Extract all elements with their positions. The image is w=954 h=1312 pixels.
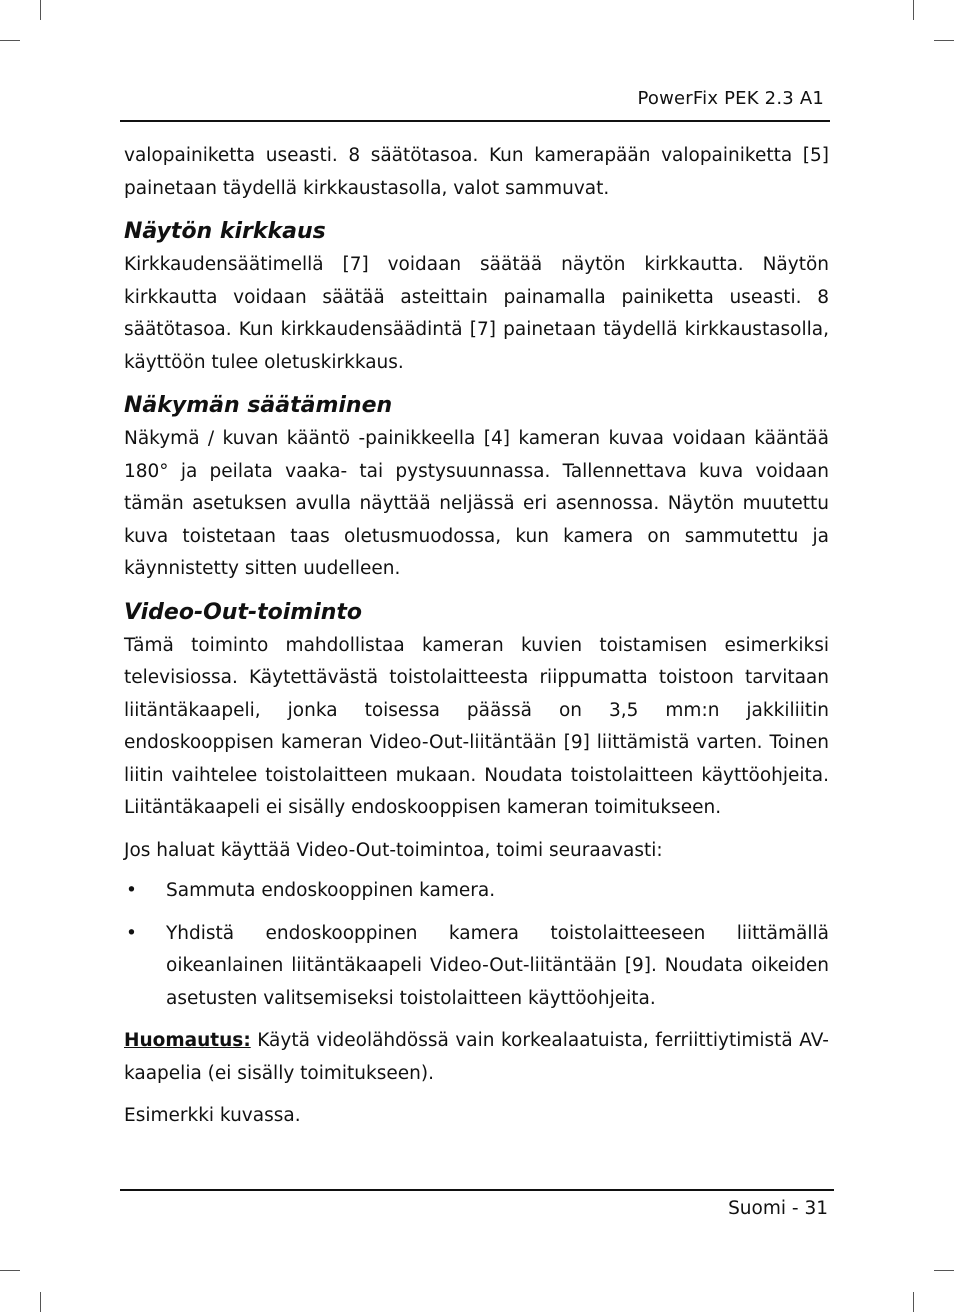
- bullet-icon: •: [126, 922, 137, 944]
- note-text: Käytä videolähdössä vain korkealaatuista, ferriittiytimistä AV-kaapelia (ei sisälly toimitukseen).: [124, 1030, 829, 1084]
- list-item-text: Sammuta endoskooppinen kamera.: [166, 880, 496, 901]
- header-product-name: PowerFix PEK 2.3 A1: [637, 88, 824, 109]
- instruction-list: [124, 875, 829, 1015]
- crop-mark-right-top: [934, 40, 954, 41]
- section-body-display-brightness: Kirkkaudensäätimellä [7] voidaan säätää näytön kirkkautta. Näytön kirkkautta voidaan säätää asteittain painamalla painiketta useasti. 8 säätötasoa. Kun kirkkaudensäädintä [7] painetaan täydellä kirkkaustasolla, käyttöön tulee oletuskirkkaus.: [124, 254, 829, 373]
- header-rule: [120, 120, 830, 122]
- crop-mark-left-bottom: [0, 1270, 20, 1271]
- footer-rule: [120, 1189, 834, 1191]
- instructions-intro: Jos haluat käyttää Video-Out-toimintoa, toimi seuraavasti:: [124, 839, 663, 861]
- section-title-view-adjustment: Näkymän säätäminen: [124, 393, 393, 418]
- section-body-view-adjustment: Näkymä / kuvan kääntö -painikkeella [4] kameran kuvaa voidaan kääntää 180° ja peilata vaaka- tai pystysuunnassa. Tallennettava kuva voidaan tämän asetuksen avulla näyttää neljässä eri asennossa. Näytön muutettu kuva toistetaan taas oletusmuodossa, kun kamera on sammutettu ja käynnistetty sitten uudelleen.: [124, 428, 829, 579]
- crop-mark-bottom-left: [40, 1292, 41, 1312]
- page-number: Suomi - 31: [728, 1198, 828, 1219]
- crop-mark-top-left: [40, 0, 41, 20]
- section-body-video-out: Tämä toiminto mahdollistaa kameran kuvien toistamisen esimerkiksi televisiossa. Käytettävästä toistolaitteesta riippumatta toistoon tarvitaan liitäntäkaapeli, jonka toisessa päässä on 3,5 mm:n jakkiliitin endoskooppisen kameran Video-Out-liitäntään [9] liittämistä varten. Toinen liitin vaihtelee toistolaitteen mukaan. Noudata toistolaitteen käyttöohjeita. Liitäntäkaapeli ei sisälly endoskooppisen kameran toimitukseen.: [124, 634, 829, 818]
- crop-mark-left-top: [0, 40, 20, 41]
- page-content: [124, 140, 829, 1133]
- intro-paragraph: valopainiketta useasti. 8 säätötasoa. Kun kamerapään valopainiketta [5] painetaan täydellä kirkkaustasolla, valot sammuvat.: [124, 145, 829, 199]
- crop-mark-bottom-right: [913, 1292, 914, 1312]
- list-item: [124, 875, 829, 908]
- section-title-video-out: Video-Out-toiminto: [124, 599, 363, 625]
- list-item: [124, 918, 829, 1016]
- crop-mark-right-bottom: [934, 1270, 954, 1271]
- note-label: Huomautus:: [124, 1030, 251, 1051]
- list-item-text: Yhdistä endoskooppinen kamera toistolaitteeseen liittämällä oikeanlainen liitäntäkaapeli Video-Out-liitäntään [9]. Noudata oikeiden asetusten valitsemiseksi toistolaitteen käyttöohjeita.: [166, 922, 829, 1009]
- bullet-icon: •: [126, 880, 137, 901]
- crop-mark-top-right: [913, 0, 914, 20]
- section-title-display-brightness: Näytön kirkkaus: [124, 219, 326, 244]
- note-paragraph: [124, 1025, 829, 1090]
- example-text: Esimerkki kuvassa.: [124, 1105, 301, 1126]
